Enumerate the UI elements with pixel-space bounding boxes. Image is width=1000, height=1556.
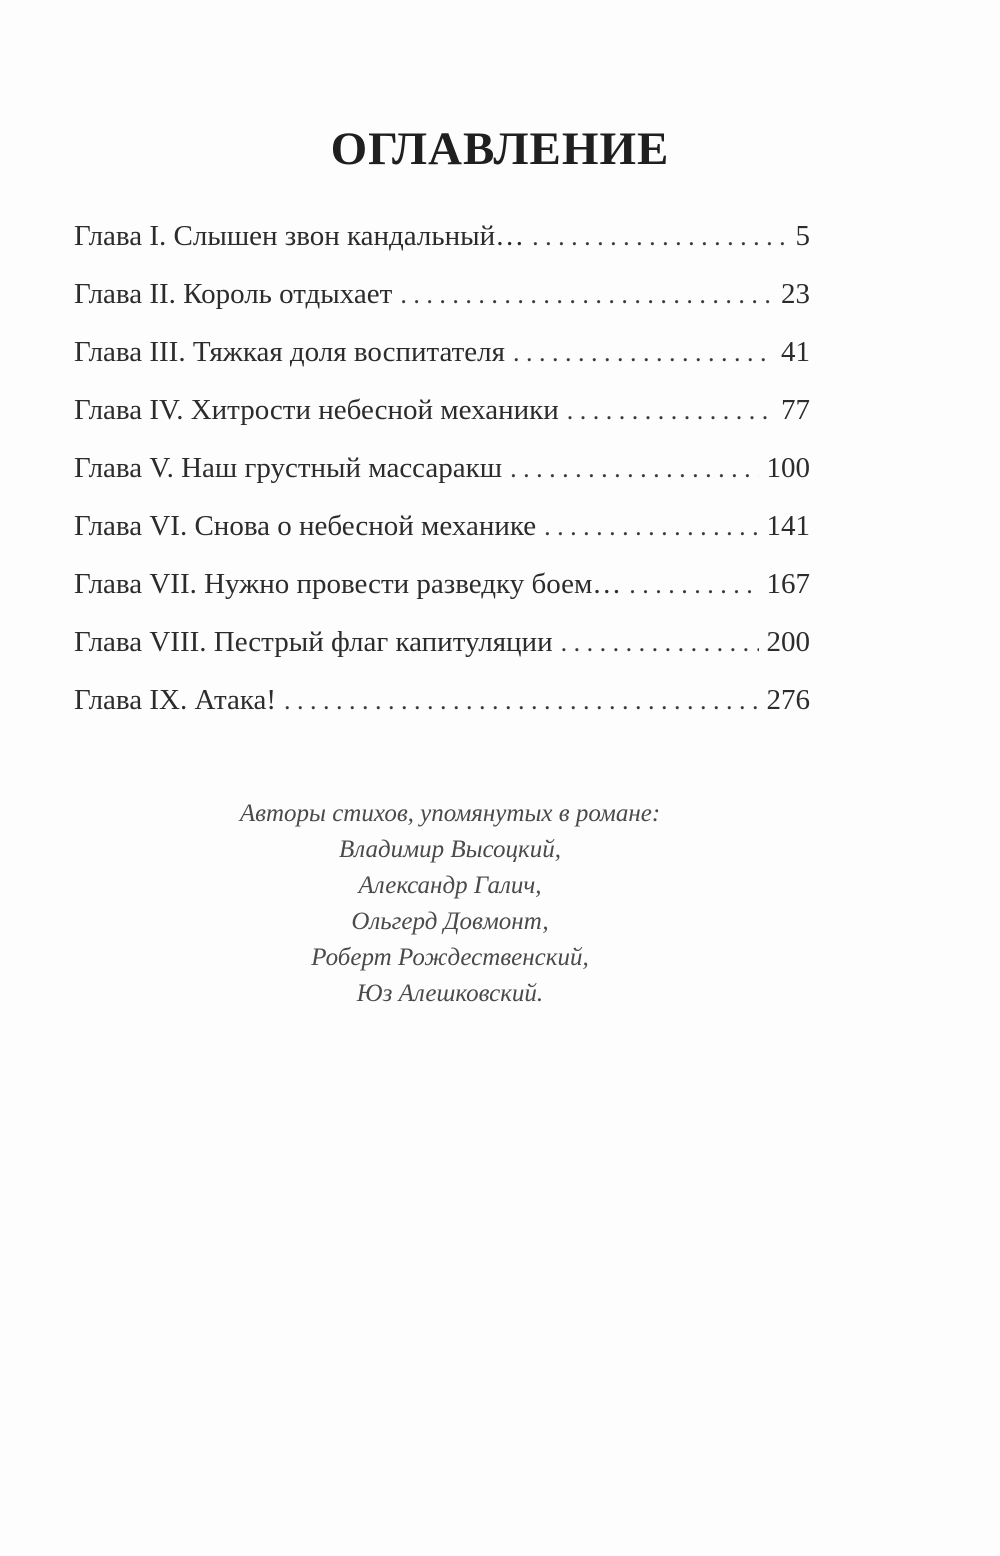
toc-dot-leader bbox=[544, 512, 758, 542]
toc-dot-leader bbox=[400, 280, 773, 310]
table-of-contents bbox=[74, 220, 810, 742]
toc-dot-leader bbox=[561, 628, 759, 658]
toc-dot-leader bbox=[532, 222, 787, 252]
toc-entry-title: Глава III. Тяжкая доля воспитателя bbox=[74, 336, 505, 368]
toc-entry-page: 276 bbox=[766, 684, 810, 716]
toc-entry bbox=[74, 568, 810, 626]
toc-entry-page: 200 bbox=[766, 626, 810, 658]
toc-dot-leader bbox=[284, 686, 758, 716]
toc-entry-title: Глава V. Наш грустный массаракш bbox=[74, 452, 503, 484]
toc-entry bbox=[74, 220, 810, 278]
toc-entry-title: Глава VI. Снова о небесной механике bbox=[74, 510, 537, 542]
toc-entry-page: 100 bbox=[766, 452, 810, 484]
poem-author: Роберт Рождественский, bbox=[311, 944, 589, 971]
toc-entry-title: Глава IV. Хитрости небесной механики bbox=[74, 394, 559, 426]
toc-entry bbox=[74, 336, 810, 394]
toc-entry-title: Глава II. Король отдыхает bbox=[74, 278, 393, 310]
poem-author: Владимир Высоцкий, bbox=[339, 836, 561, 863]
toc-entry bbox=[74, 684, 810, 742]
toc-entry-page: 77 bbox=[781, 394, 810, 426]
page-title: ОГЛАВЛЕНИЕ bbox=[330, 123, 670, 175]
toc-entry-title: Глава IX. Атака! bbox=[74, 684, 277, 716]
toc-entry-page: 5 bbox=[795, 220, 810, 252]
poem-author: Юз Алешковский. bbox=[356, 980, 544, 1007]
poem-authors-heading: Авторы стихов, упомянутых в романе: bbox=[239, 800, 661, 827]
toc-entry bbox=[74, 452, 810, 510]
poem-author: Александр Галич, bbox=[358, 872, 542, 899]
toc-entry bbox=[74, 626, 810, 684]
toc-entry bbox=[74, 510, 810, 568]
toc-dot-leader bbox=[510, 454, 758, 484]
toc-entry-title: Глава I. Слышен звон кандальный… bbox=[74, 220, 525, 252]
toc-entry-page: 41 bbox=[781, 336, 810, 368]
toc-entry bbox=[74, 278, 810, 336]
toc-entry-title: Глава VIII. Пестрый флаг капитуляции bbox=[74, 626, 553, 658]
toc-entry bbox=[74, 394, 810, 452]
toc-entry-page: 141 bbox=[766, 510, 810, 542]
poem-authors-note bbox=[0, 796, 900, 1012]
toc-dot-leader bbox=[567, 396, 773, 426]
poem-author: Ольгерд Довмонт, bbox=[351, 908, 549, 935]
toc-dot-leader bbox=[513, 338, 773, 368]
toc-entry-page: 23 bbox=[781, 278, 810, 310]
toc-entry-page: 167 bbox=[766, 568, 810, 600]
toc-entry-title: Глава VII. Нужно провести разведку боем… bbox=[74, 568, 622, 600]
toc-dot-leader bbox=[629, 570, 758, 600]
